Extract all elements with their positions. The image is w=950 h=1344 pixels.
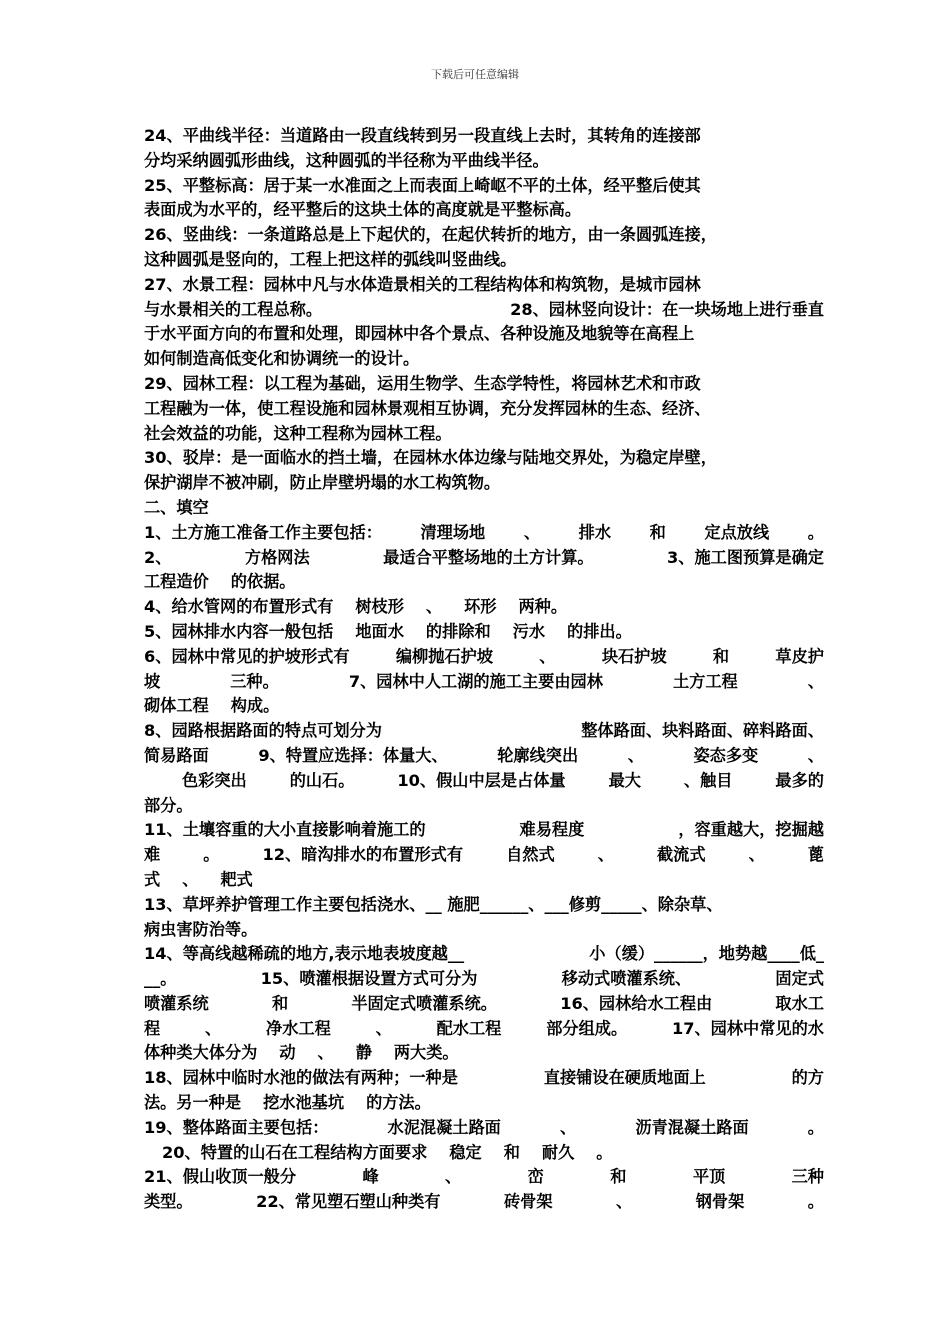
page-header: 下载后可任意编辑 — [431, 68, 519, 81]
text-line — [144, 446, 824, 471]
text-line — [144, 967, 824, 992]
text-segment: 和 — [649, 522, 666, 542]
text-segment: 12、暗沟排水的布置形式有 — [262, 845, 464, 865]
text-segment: 的方法。 — [366, 1093, 431, 1113]
text-segment: 7、园林中人工湖的施工主要由园林 — [348, 671, 603, 691]
text-line — [144, 546, 824, 571]
text-segment: 半固定式喷灌系统。 — [351, 993, 497, 1013]
text-line — [144, 198, 824, 223]
text-segment: 整体路面、块料路面、碎料路面、 — [581, 721, 824, 741]
text-segment: 、 — [205, 1018, 222, 1038]
text-segment: 、 — [523, 522, 541, 542]
text-segment: 体种类大体分为 — [144, 1043, 258, 1063]
text-segment: 土方工程 — [672, 671, 738, 691]
text-segment: 砖骨架 — [503, 1192, 553, 1212]
text-line — [144, 670, 824, 695]
text-segment: 法。另一种是 — [144, 1093, 242, 1113]
text-segment: 程 — [144, 1018, 161, 1038]
text-segment: 净水工程 — [266, 1018, 331, 1038]
text-segment: 28、园林竖向设计：在一块场地上进行垂直 — [510, 299, 824, 319]
text-segment: 这种圆弧是竖向的，工程上把这样的弧线叫竖曲线。 — [144, 249, 517, 269]
text-segment: 分均采纳圆弧形曲线，这种圆弧的半径称为平曲线半径。 — [144, 150, 549, 170]
text-segment: 表面成为水平的，经平整后的这块土体的高度就是平整标高。 — [144, 200, 582, 220]
text-segment: 三种 — [791, 1167, 824, 1187]
text-segment: 二、填空 — [144, 497, 209, 517]
text-line — [144, 918, 824, 943]
text-segment: 15、喷灌根据设置方式可分为 — [260, 969, 478, 989]
text-segment: 5、园林排水内容一般包括 — [144, 621, 334, 641]
text-segment: 、 — [616, 1192, 633, 1212]
text-segment: 和 — [712, 646, 730, 666]
text-segment: 1、土方施工准备工作主要包括： — [144, 522, 382, 542]
text-segment: 难 — [144, 845, 161, 865]
text-segment: 、 — [627, 745, 644, 765]
text-line — [144, 1165, 824, 1190]
text-segment: 构成。 — [230, 696, 280, 716]
text-segment: 24、平曲线半径：当道路由一段直线转到另一段直线上去时，其转角的连接部 — [144, 126, 701, 145]
text-segment: 、 — [748, 845, 765, 865]
text-segment: 色彩突出 — [182, 770, 247, 790]
text-line — [144, 521, 824, 546]
text-segment: 蓖 — [807, 845, 824, 865]
text-segment: 定点放线 — [704, 522, 770, 542]
text-line — [144, 1141, 824, 1166]
text-line — [144, 1066, 824, 1091]
text-line — [144, 595, 824, 620]
text-segment: 20、特置的山石在工程结构方面要求 — [162, 1142, 428, 1162]
text-segment: 的排除和 — [425, 621, 491, 641]
text-segment: 保护湖岸不被冲刷，防止岸壁坍塌的水工构筑物。 — [144, 473, 501, 493]
text-segment: 、 — [375, 1018, 392, 1038]
text-segment: 、 — [807, 671, 824, 691]
text-segment: 稳定 — [449, 1142, 482, 1162]
text-segment: 。 — [203, 845, 220, 865]
text-segment: 和 — [503, 1142, 520, 1162]
text-segment: 地面水 — [355, 621, 404, 641]
text-segment: 21、假山收顶一般分 — [144, 1167, 297, 1187]
text-segment: 、 — [597, 845, 614, 865]
text-segment: 、 — [445, 1167, 462, 1187]
text-segment: 移动式喷灌系统、 — [561, 969, 692, 989]
text-line — [144, 422, 824, 447]
text-line — [144, 124, 824, 149]
text-segment: 简易路面 — [144, 745, 209, 765]
text-segment: 、 — [807, 745, 824, 765]
text-line — [144, 818, 824, 843]
text-line — [144, 1017, 824, 1042]
text-segment: 、 — [539, 646, 556, 666]
text-segment: 直接铺设在硬质地面上 — [543, 1068, 706, 1088]
text-segment: 固定式 — [775, 969, 824, 989]
text-line — [144, 1116, 824, 1141]
text-segment: 难易程度 — [519, 820, 585, 840]
text-segment: 工程造价 — [144, 572, 209, 592]
text-segment: 6、园林中常见的护坡形式有 — [144, 646, 350, 666]
text-segment: 19、整体路面主要包括： — [144, 1117, 329, 1137]
text-segment: 喷灌系统 — [144, 993, 209, 1013]
text-line — [144, 942, 824, 967]
text-segment: 最多的 — [775, 770, 824, 790]
text-segment: 轮廓线突出 — [497, 745, 579, 765]
text-segment: 11、土壤容重的大小直接影响着施工的 — [144, 820, 426, 840]
text-segment: 水泥混凝土路面 — [387, 1117, 501, 1137]
text-line — [144, 992, 824, 1017]
text-segment: 挖水池基坑 — [263, 1093, 345, 1113]
text-segment: 峦 — [527, 1167, 544, 1187]
text-line — [144, 794, 824, 819]
text-line — [144, 769, 824, 794]
text-line — [144, 694, 824, 719]
text-segment: 草皮护 — [775, 646, 824, 666]
text-segment: 2、 — [144, 547, 172, 567]
text-segment: 。 — [807, 1117, 824, 1137]
text-segment: 18、园林中临时水池的做法有两种；一种是 — [144, 1068, 458, 1088]
text-segment: 动 — [279, 1043, 296, 1063]
text-segment: 块石护坡 — [601, 646, 667, 666]
text-segment: 17、园林中常见的水 — [671, 1018, 824, 1038]
text-segment: 的依据。 — [230, 572, 296, 592]
text-line — [144, 248, 824, 273]
text-segment: 环形 — [464, 597, 497, 617]
text-segment: ，容重越大，挖掘越 — [678, 820, 824, 840]
text-segment: 29、园林工程：以工程为基础，运用生物学、生态学特性，将园林艺术和市政 — [144, 373, 701, 393]
text-line — [144, 322, 824, 347]
text-segment: 姿态多变 — [693, 745, 759, 765]
text-segment: 、 — [182, 869, 199, 889]
text-segment: 、 — [425, 597, 443, 617]
text-segment: 部分。 — [144, 795, 193, 815]
text-segment: 方格网法 — [244, 547, 310, 567]
text-segment: 13、草坪养护管理工作主要包括浇水、__ 施肥______、___修剪_____、除杂草、 — [144, 894, 723, 914]
text-segment: 小（缓）______，地势越____低_ — [589, 944, 824, 964]
text-segment: 16、园林给水工程由 — [560, 993, 713, 1013]
text-segment: 工程融为一体，使工程设施和园林景观相互协调，充分发挥园林的生态、经济、 — [144, 398, 711, 418]
text-segment: 峰 — [362, 1167, 379, 1187]
text-line — [144, 1091, 824, 1116]
text-line — [144, 868, 824, 893]
text-segment: 清理场地 — [420, 522, 486, 542]
text-segment: 4、给水管网的布置形式有 — [144, 597, 334, 617]
text-segment: 最适合平整场地的土方计算。 — [383, 547, 594, 567]
text-line — [144, 298, 824, 323]
text-segment: 3、施工图预算是确定 — [667, 547, 824, 567]
text-segment: 排水 — [578, 522, 612, 542]
text-line — [144, 1041, 824, 1066]
text-segment: 三种。 — [230, 671, 279, 691]
text-segment: 病虫害防治等。 — [144, 919, 258, 939]
text-segment: 。 — [596, 1142, 613, 1162]
text-segment: 取水工 — [775, 993, 824, 1013]
text-segment: 如何制造高低变化和协调统一的设计。 — [144, 349, 420, 369]
text-line — [144, 372, 824, 397]
text-segment: 平顶 — [692, 1167, 726, 1187]
text-line — [144, 496, 824, 521]
text-segment: 耙式 — [220, 869, 253, 889]
text-line — [144, 843, 824, 868]
text-segment: 的山石。 — [289, 770, 355, 790]
document-body — [144, 124, 824, 1215]
text-segment: 、触目 — [683, 770, 733, 790]
text-segment: 25、平整标高：居于某一水准面之上而表面上崎岖不平的土体，经平整后使其 — [144, 175, 701, 195]
text-segment: 截流式 — [656, 845, 706, 865]
text-segment: 27、水景工程：园林中凡与水体造景相关的工程结构体和构筑物，是城市园林 — [144, 274, 701, 294]
text-segment: 树枝形 — [355, 597, 404, 617]
text-line — [144, 223, 824, 248]
text-segment: 两大类。 — [393, 1043, 459, 1063]
text-segment: 与水景相关的工程总称。 — [144, 299, 323, 319]
text-line — [144, 570, 824, 595]
text-segment: 。 — [807, 1192, 824, 1212]
text-segment: 和 — [610, 1167, 627, 1187]
text-segment: 配水工程 — [436, 1018, 502, 1038]
text-line — [144, 719, 824, 744]
text-segment: 污水 — [512, 621, 546, 641]
text-line — [144, 273, 824, 298]
text-segment: 于水平面方向的布置和处理，即园林中各个景点、各种设施及地貌等在高程上 — [144, 324, 695, 344]
text-segment: 、 — [560, 1117, 577, 1137]
text-segment: 。 — [807, 522, 824, 542]
text-segment: 和 — [271, 993, 289, 1013]
text-segment: 沥青混凝土路面 — [635, 1117, 749, 1137]
text-line — [144, 347, 824, 372]
text-segment: 钢骨架 — [695, 1192, 745, 1212]
text-line — [144, 471, 824, 496]
text-segment: 编柳抛石护坡 — [395, 646, 493, 666]
text-line — [144, 620, 824, 645]
text-segment: 的排出。 — [567, 621, 632, 641]
text-line — [144, 645, 824, 670]
text-line — [144, 149, 824, 174]
text-segment: 砌体工程 — [144, 696, 209, 716]
text-line — [144, 397, 824, 422]
text-line — [144, 1190, 824, 1215]
text-segment: __。 — [144, 969, 177, 989]
text-segment: 、 — [317, 1043, 334, 1063]
text-line — [144, 893, 824, 918]
text-segment: 社会效益的功能，这种工程称为园林工程。 — [144, 423, 452, 443]
text-segment: 耐久 — [541, 1142, 575, 1162]
text-segment: 14、等高线越稀疏的地方,表示地表坡度越__ — [144, 944, 465, 964]
text-segment: 22、常见塑石塑山种类有 — [256, 1192, 441, 1212]
text-segment: 两种。 — [518, 597, 568, 617]
text-line — [144, 174, 824, 199]
text-segment: 自然式 — [506, 845, 555, 865]
text-segment: 部分组成。 — [546, 1018, 628, 1038]
text-segment: 10、假山中层是占体量 — [397, 770, 566, 790]
text-segment: 坡 — [144, 671, 161, 691]
text-segment: 最大 — [608, 770, 641, 790]
text-segment: 9、特置应选择：体量大、 — [258, 745, 448, 765]
text-segment: 静 — [355, 1043, 372, 1063]
text-segment: 的方 — [791, 1068, 824, 1088]
text-segment: 类型。 — [144, 1192, 193, 1212]
text-segment: 26、竖曲线：一条道路总是上下起伏的，在起伏转折的地方，由一条圆弧连接， — [144, 225, 717, 245]
text-segment: 30、驳岸：是一面临水的挡土墙，在园林水体边缘与陆地交界处，为稳定岸壁， — [144, 448, 717, 468]
text-line — [144, 744, 824, 769]
text-segment: 8、园路根据路面的特点可划分为 — [144, 721, 382, 741]
text-segment: 式 — [144, 869, 161, 889]
